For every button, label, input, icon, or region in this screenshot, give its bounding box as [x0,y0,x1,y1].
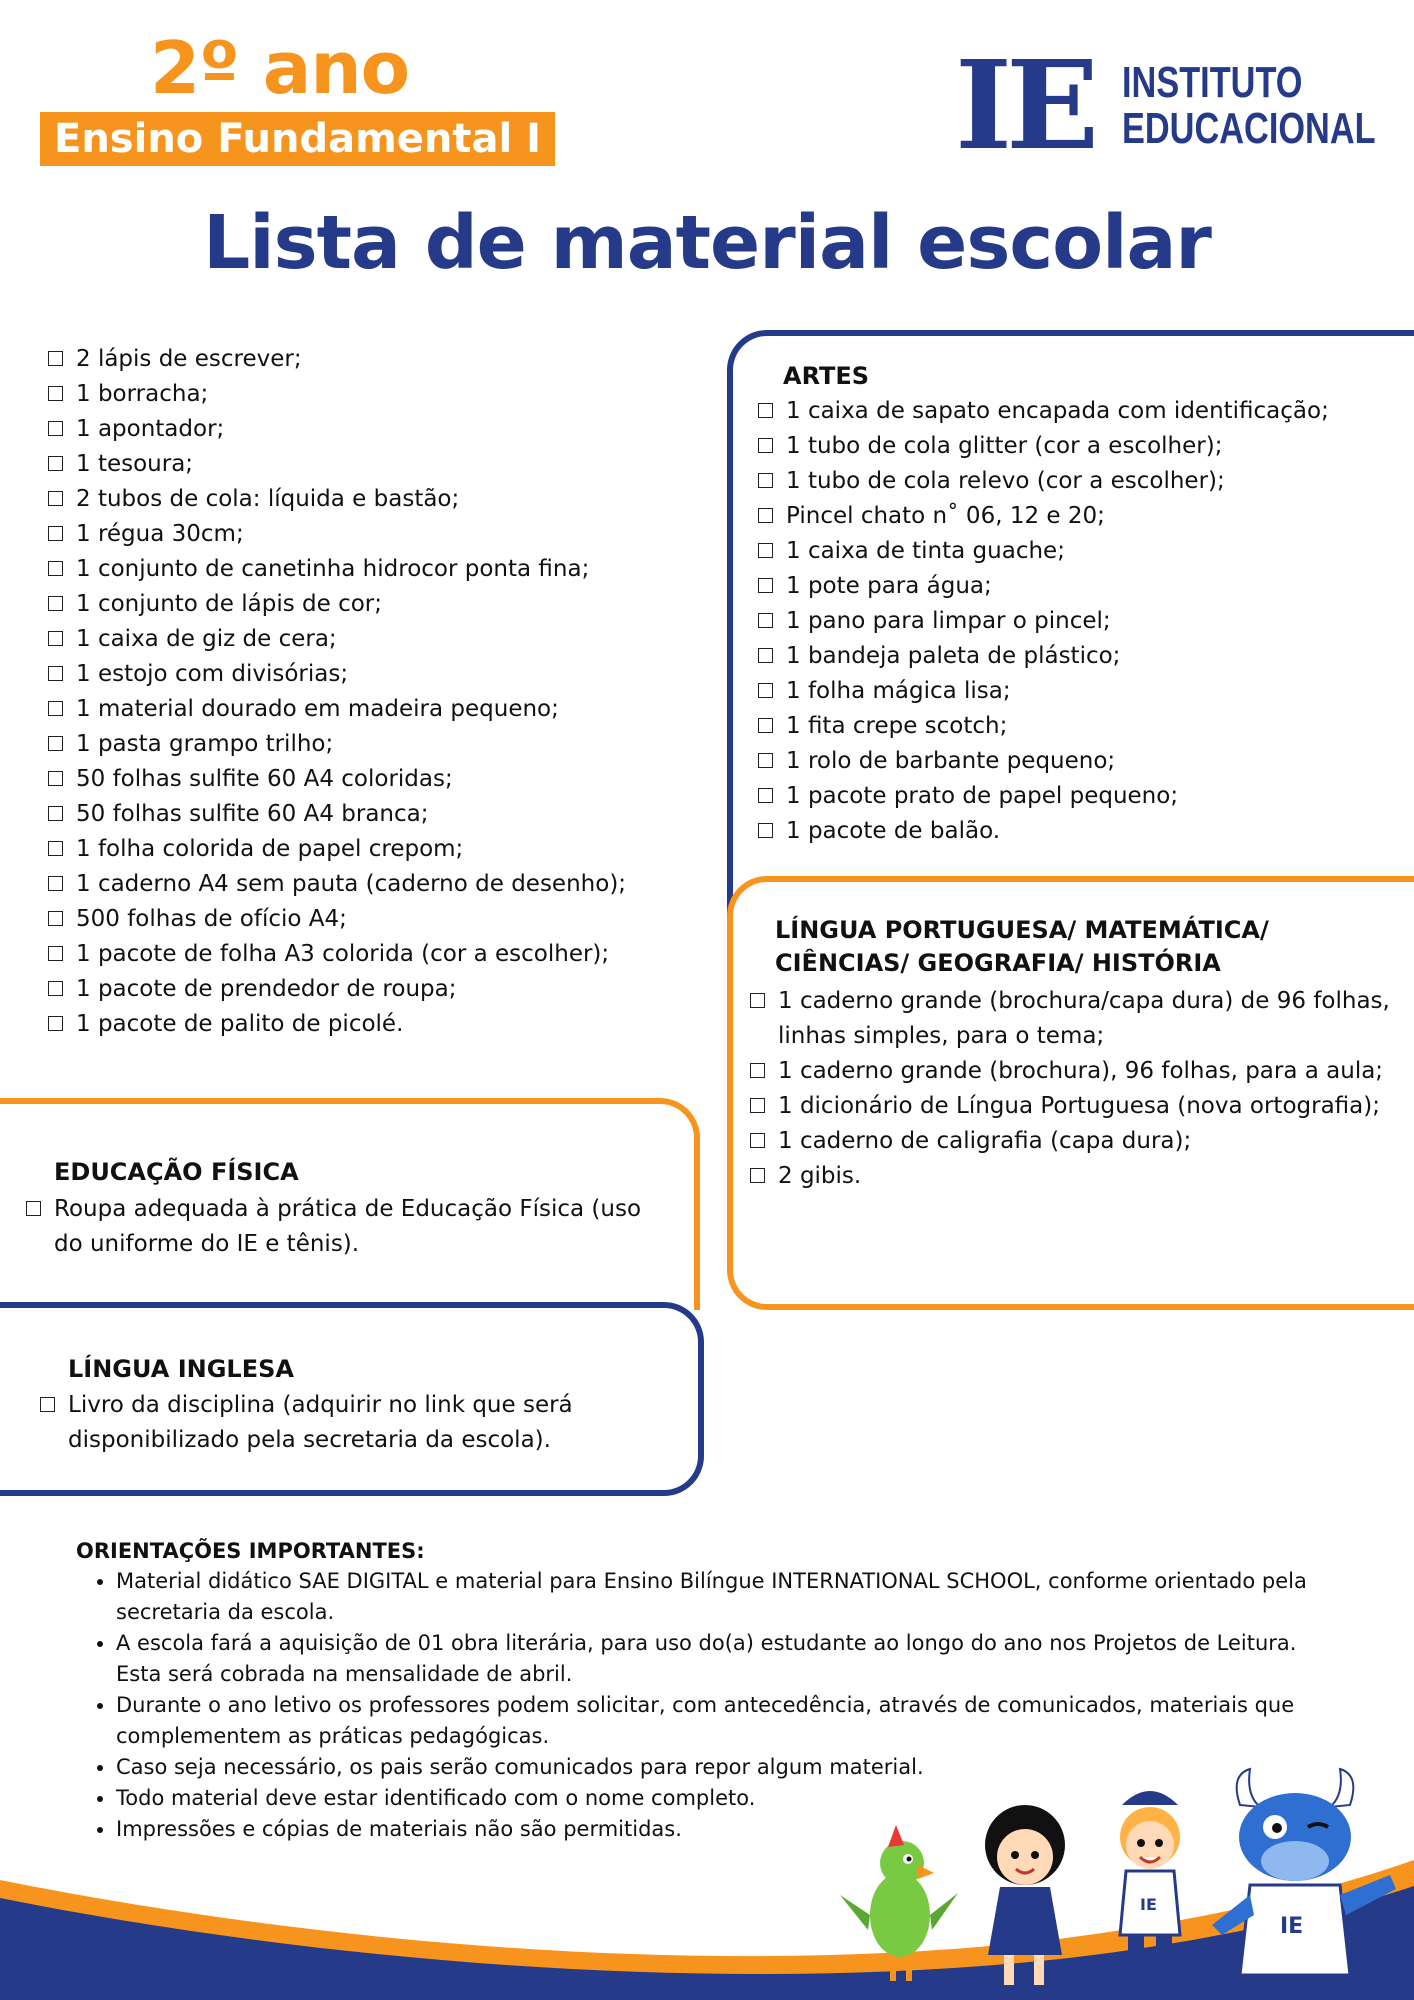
list-item-text: 1 caderno A4 sem pauta (caderno de desenho); [76,871,627,897]
orientacao-item: • Durante o ano letivo os professores podem solicitar, com antecedência, através de comunicados, materiais que complementem as práticas pedagógicas. [116,1690,1336,1752]
checkbox-icon[interactable] [40,1397,55,1412]
general-materials-list [48,342,708,1042]
artes-item [758,429,1408,464]
list-item-text: 1 caixa de tinta guache; [786,538,1065,564]
list-item-text: 1 pacote de palito de picolé. [76,1011,404,1037]
artes-item [758,744,1408,779]
lingua-inglesa-list [40,1388,660,1458]
checkbox-icon[interactable] [48,876,63,891]
checkbox-icon[interactable] [758,788,773,803]
artes-item [758,674,1408,709]
checkbox-icon[interactable] [48,631,63,646]
general-material-item [48,657,708,692]
lingua-portuguesa-list [750,984,1390,1194]
list-item-text: Roupa adequada à prática de Educação Física (uso do uniforme do IE e tênis). [54,1196,642,1257]
artes-item [758,814,1408,849]
list-item-text: 1 apontador; [76,416,225,442]
checkbox-icon[interactable] [48,421,63,436]
checkbox-icon[interactable] [758,578,773,593]
grade-label: 2º ano [150,26,410,110]
list-item-text: 2 gibis. [778,1163,862,1189]
bull-mascot-icon [1212,1769,1396,1975]
orientacao-item: • Material didático SAE DIGITAL e material para Ensino Bilíngue INTERNATIONAL SCHOOL, conforme orientado pela secretaria da escola. [116,1566,1336,1628]
list-item-text: 1 tesoura; [76,451,194,477]
checkbox-icon[interactable] [758,543,773,558]
list-item-text: 500 folhas de ofício A4; [76,906,347,932]
logo-line-1: INSTITUTO [1122,58,1303,107]
list-item-text: 1 pote para água; [786,573,992,599]
artes-item [758,779,1408,814]
artes-item [758,499,1408,534]
checkbox-icon[interactable] [750,1133,765,1148]
list-item-text: 1 caderno grande (brochura/capa dura) de 96 folhas, linhas simples, para o tema; [778,988,1390,1049]
lingua-portuguesa-item [750,1159,1390,1194]
list-item-text: 1 régua 30cm; [76,521,244,547]
lingua-portuguesa-heading [775,914,1269,980]
lingua-portuguesa-item [750,1089,1390,1124]
list-item-text: Livro da disciplina (adquirir no link que será disponibilizado pela secretaria da escola). [68,1392,573,1453]
general-material-item [48,377,708,412]
artes-item [758,534,1408,569]
artes-item [758,604,1408,639]
logo-monogram: IE [955,33,1094,177]
checkbox-icon[interactable] [758,683,773,698]
artes-item [758,464,1408,499]
list-item-text: 50 folhas sulfite 60 A4 coloridas; [76,766,453,792]
list-item-text: 1 borracha; [76,381,209,407]
general-material-item [48,692,708,727]
girl-mascot-icon [985,1805,1065,1985]
educacao-fisica-list [26,1192,666,1262]
mascots-illustration [830,1765,1414,2000]
orientacao-item: • Todo material deve estar identificado com o nome completo. [116,1783,1336,1814]
checkbox-icon[interactable] [48,456,63,471]
checkbox-icon[interactable] [758,823,773,838]
artes-item [758,639,1408,674]
checkbox-icon[interactable] [758,718,773,733]
lp-heading-line-2: CIÊNCIAS/ GEOGRAFIA/ HISTÓRIA [775,949,1221,977]
checkbox-icon[interactable] [758,403,773,418]
artes-item [758,709,1408,744]
checkbox-icon[interactable] [750,993,765,1008]
checkbox-icon[interactable] [758,648,773,663]
artes-list [758,394,1408,849]
checkbox-icon[interactable] [48,701,63,716]
checkbox-icon[interactable] [48,666,63,681]
educacao-fisica-item [26,1192,666,1262]
checkbox-icon[interactable] [48,911,63,926]
list-item-text: 1 caixa de giz de cera; [76,626,337,652]
checkbox-icon[interactable] [758,473,773,488]
list-item-text: 1 caixa de sapato encapada com identificação; [786,398,1329,424]
list-item-text: Pincel chato n˚ 06, 12 e 20; [786,503,1105,529]
general-material-item [48,762,708,797]
parrot-mascot-icon [840,1825,958,1981]
general-material-item [48,832,708,867]
list-item-text: 1 tubo de cola glitter (cor a escolher); [786,433,1223,459]
level-badge: Ensino Fundamental I [40,112,555,166]
school-logo [955,33,1376,177]
checkbox-icon[interactable] [48,561,63,576]
lingua-portuguesa-item [750,1054,1390,1089]
educacao-fisica-heading: EDUCAÇÃO FÍSICA [54,1158,299,1186]
lingua-portuguesa-item [750,1124,1390,1159]
list-item-text: 1 estojo com divisórias; [76,661,349,687]
general-material-item [48,867,708,902]
boy-mascot-icon [1120,1791,1180,1975]
general-material-item [48,902,708,937]
general-material-item [48,937,708,972]
list-item-text: 1 caderno de caligrafia (capa dura); [778,1128,1192,1154]
checkbox-icon[interactable] [48,526,63,541]
checkbox-icon[interactable] [48,1016,63,1031]
lingua-inglesa-item [40,1388,660,1458]
list-item-text: 1 pacote de folha A3 colorida (cor a escolher); [76,941,610,967]
general-material-item [48,1007,708,1042]
artes-heading: ARTES [783,362,870,390]
general-material-item [48,447,708,482]
bull-shirt-text: IE [1280,1914,1304,1939]
general-material-item [48,517,708,552]
list-item-text: 1 pasta grampo trilho; [76,731,334,757]
list-item-text: 1 bandeja paleta de plástico; [786,643,1121,669]
checkbox-icon[interactable] [26,1201,41,1216]
checkbox-icon[interactable] [48,736,63,751]
checkbox-icon[interactable] [48,841,63,856]
checkbox-icon[interactable] [750,1168,765,1183]
general-material-item [48,552,708,587]
logo-name [1122,60,1376,152]
general-material-item [48,342,708,377]
list-item-text: 1 folha colorida de papel crepom; [76,836,464,862]
list-item-text: 1 pacote de prendedor de roupa; [76,976,457,1002]
artes-item [758,394,1408,429]
orientacoes-heading: ORIENTAÇÕES IMPORTANTES: [76,1539,425,1563]
checkbox-icon[interactable] [758,613,773,628]
checkbox-icon[interactable] [758,438,773,453]
checkbox-icon[interactable] [48,596,63,611]
lp-heading-line-1: LÍNGUA PORTUGUESA/ MATEMÁTICA/ [775,916,1269,944]
general-material-item [48,587,708,622]
general-material-item [48,482,708,517]
list-item-text: 1 tubo de cola relevo (cor a escolher); [786,468,1225,494]
checkbox-icon[interactable] [758,508,773,523]
checkbox-icon[interactable] [48,351,63,366]
list-item-text: 1 rolo de barbante pequeno; [786,748,1116,774]
lingua-portuguesa-item [750,984,1390,1054]
list-item-text: 1 pacote prato de papel pequeno; [786,783,1179,809]
page-title: Lista de material escolar [203,200,1211,286]
boy-shirt-text: IE [1140,1895,1157,1914]
general-material-item [48,622,708,657]
list-item-text: 1 pano para limpar o pincel; [786,608,1111,634]
checkbox-icon[interactable] [750,1063,765,1078]
checkbox-icon[interactable] [48,806,63,821]
list-item-text: 2 lápis de escrever; [76,346,302,372]
checkbox-icon[interactable] [48,771,63,786]
checkbox-icon[interactable] [48,946,63,961]
list-item-text: 2 tubos de cola: líquida e bastão; [76,486,460,512]
artes-item [758,569,1408,604]
list-item-text: 1 dicionário de Língua Portuguesa (nova ortografia); [778,1093,1380,1119]
general-material-item [48,972,708,1007]
lingua-inglesa-heading: LÍNGUA INGLESA [68,1355,294,1383]
list-item-text: 1 fita crepe scotch; [786,713,1008,739]
list-item-text: 50 folhas sulfite 60 A4 branca; [76,801,429,827]
logo-line-2: EDUCACIONAL [1122,104,1376,153]
list-item-text: 1 material dourado em madeira pequeno; [76,696,559,722]
checkbox-icon[interactable] [750,1098,765,1113]
list-item-text: 1 folha mágica lisa; [786,678,1011,704]
general-material-item [48,797,708,832]
checkbox-icon[interactable] [758,753,773,768]
orientacao-item: • A escola fará a aquisição de 01 obra literária, para uso do(a) estudante ao longo do ano nos Projetos de Leitura. Esta será cobrada na mensalidade de abril. [116,1628,1336,1690]
list-item-text: 1 conjunto de lápis de cor; [76,591,382,617]
list-item-text: 1 caderno grande (brochura), 96 folhas, para a aula; [778,1058,1384,1084]
checkbox-icon[interactable] [48,981,63,996]
orientacao-item: • Impressões e cópias de materiais não são permitidas. [116,1814,1336,1845]
general-material-item [48,412,708,447]
checkbox-icon[interactable] [48,386,63,401]
orientacao-item: • Caso seja necessário, os pais serão comunicados para repor algum material. [116,1752,1336,1783]
checkbox-icon[interactable] [48,491,63,506]
list-item-text: 1 conjunto de canetinha hidrocor ponta fina; [76,556,590,582]
general-material-item [48,727,708,762]
list-item-text: 1 pacote de balão. [786,818,1001,844]
